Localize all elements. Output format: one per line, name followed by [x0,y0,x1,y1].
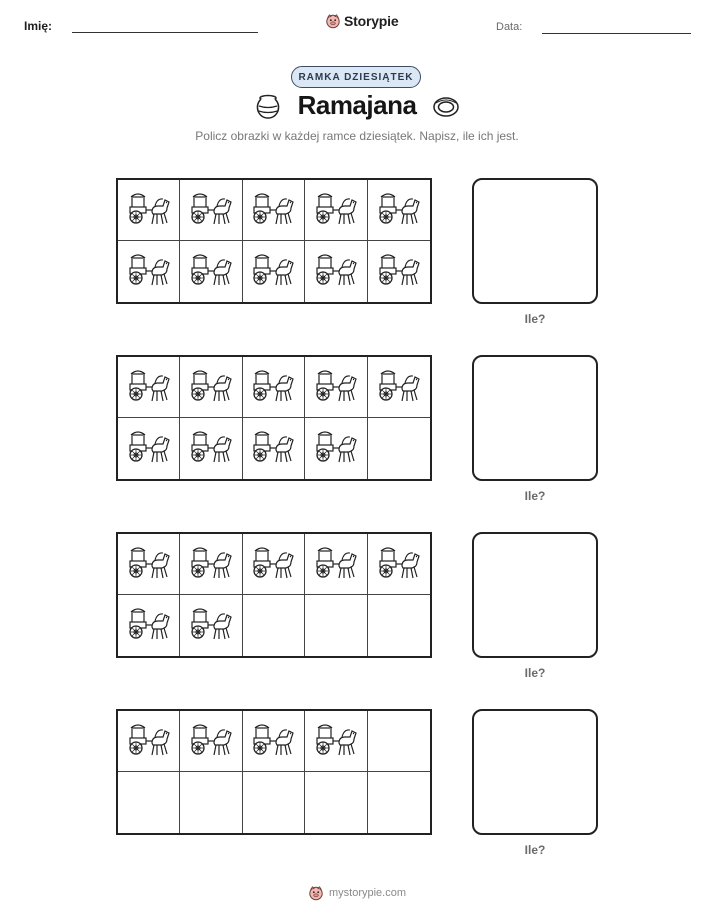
ten-frame-cell [243,357,305,418]
ten-frame-cell [243,595,305,656]
footer [0,885,714,901]
ten-frame-cell [180,772,242,833]
chariot-icon [251,251,295,292]
chariot-icon [251,367,295,408]
ten-frame-cell [118,357,180,418]
instructions: Policz obrazki w każdej ramce dziesiątek. Napisz, ile ich jest. [195,129,519,143]
ten-frame-cell [118,418,180,479]
ten-frame-cell [118,241,180,302]
date-line [542,33,691,34]
pig-mascot-icon [308,885,324,901]
ten-frame-cell [368,357,430,418]
ten-frame-cell [368,595,430,656]
ten-frame-cell [305,772,367,833]
ten-frame [116,178,432,304]
ten-frame-cell [243,180,305,241]
chariot-icon [377,367,421,408]
worksheet-type-badge: RAMKA DZIESIĄTEK [291,66,421,88]
chariot-icon [127,605,171,646]
chariot-icon [314,367,358,408]
date-label: Data: [496,21,523,33]
ten-frame-cell [305,595,367,656]
chariot-icon [127,428,171,469]
ten-frame-cell [368,241,430,302]
chariot-icon [377,251,421,292]
ten-frame-cell [368,772,430,833]
chariot-icon [189,605,233,646]
ten-frame-cell [118,180,180,241]
ten-frame-cell [305,241,367,302]
ten-frame [116,532,432,658]
answer-question-label: Ile? [524,312,546,326]
answer-box[interactable] [472,532,598,658]
ten-frame-cell [368,418,430,479]
ten-frame-cell [180,711,242,772]
chariot-icon [127,721,171,762]
ten-frame-cell [180,180,242,241]
chariot-icon [251,721,295,762]
chariot-icon [127,544,171,585]
chariot-icon [251,190,295,231]
ten-frame-cell [305,418,367,479]
chariot-icon [127,367,171,408]
answer-box[interactable] [472,355,598,481]
answer-question-label: Ile? [524,666,546,680]
chariot-icon [189,721,233,762]
chariot-icon [251,428,295,469]
chariot-icon [377,190,421,231]
ten-frame-cell [368,534,430,595]
chariot-icon [189,190,233,231]
ten-frame-cell [118,595,180,656]
ten-frame-cell [243,241,305,302]
ten-frame-cell [180,357,242,418]
answer-box[interactable] [472,709,598,835]
chariot-icon [251,544,295,585]
ten-frame-cell [305,711,367,772]
footer-url: mystorypie.com [328,887,407,899]
answer-box[interactable] [472,178,598,304]
chariot-icon [189,251,233,292]
ten-frame-cell [180,418,242,479]
chariot-icon [314,251,358,292]
ten-frame-cell [243,418,305,479]
chariot-icon [189,544,233,585]
ten-frame-cell [118,534,180,595]
chariot-icon [127,251,171,292]
brand-name: Storypie [344,13,399,29]
chariot-icon [314,428,358,469]
name-line [72,32,258,33]
pig-mascot-icon [325,13,341,29]
ten-frame-cell [305,357,367,418]
chariot-icon [377,544,421,585]
chariot-icon [314,190,358,231]
ten-frame-cell [180,534,242,595]
answer-question-label: Ile? [524,843,546,857]
ten-frame-cell [180,595,242,656]
chariot-icon [127,190,171,231]
chariot-icon [189,428,233,469]
ten-frame-cell [305,534,367,595]
answer-question-label: Ile? [524,489,546,503]
page-title: Ramajana [297,90,417,120]
chariot-icon [189,367,233,408]
ten-frame-cell [368,711,430,772]
ten-frame-cell [118,772,180,833]
brand-logo [325,13,398,29]
ten-frame [116,709,432,835]
chariot-icon [314,544,358,585]
ten-frame-cell [243,711,305,772]
ten-frame-cell [243,534,305,595]
chariot-icon [314,721,358,762]
ten-frame-cell [243,772,305,833]
ten-frame-cell [305,180,367,241]
ring-icon [432,95,460,119]
ten-frame [116,355,432,481]
ten-frame-cell [180,241,242,302]
ten-frame-cell [368,180,430,241]
name-label: Imię: [24,19,53,33]
ten-frame-cell [118,711,180,772]
